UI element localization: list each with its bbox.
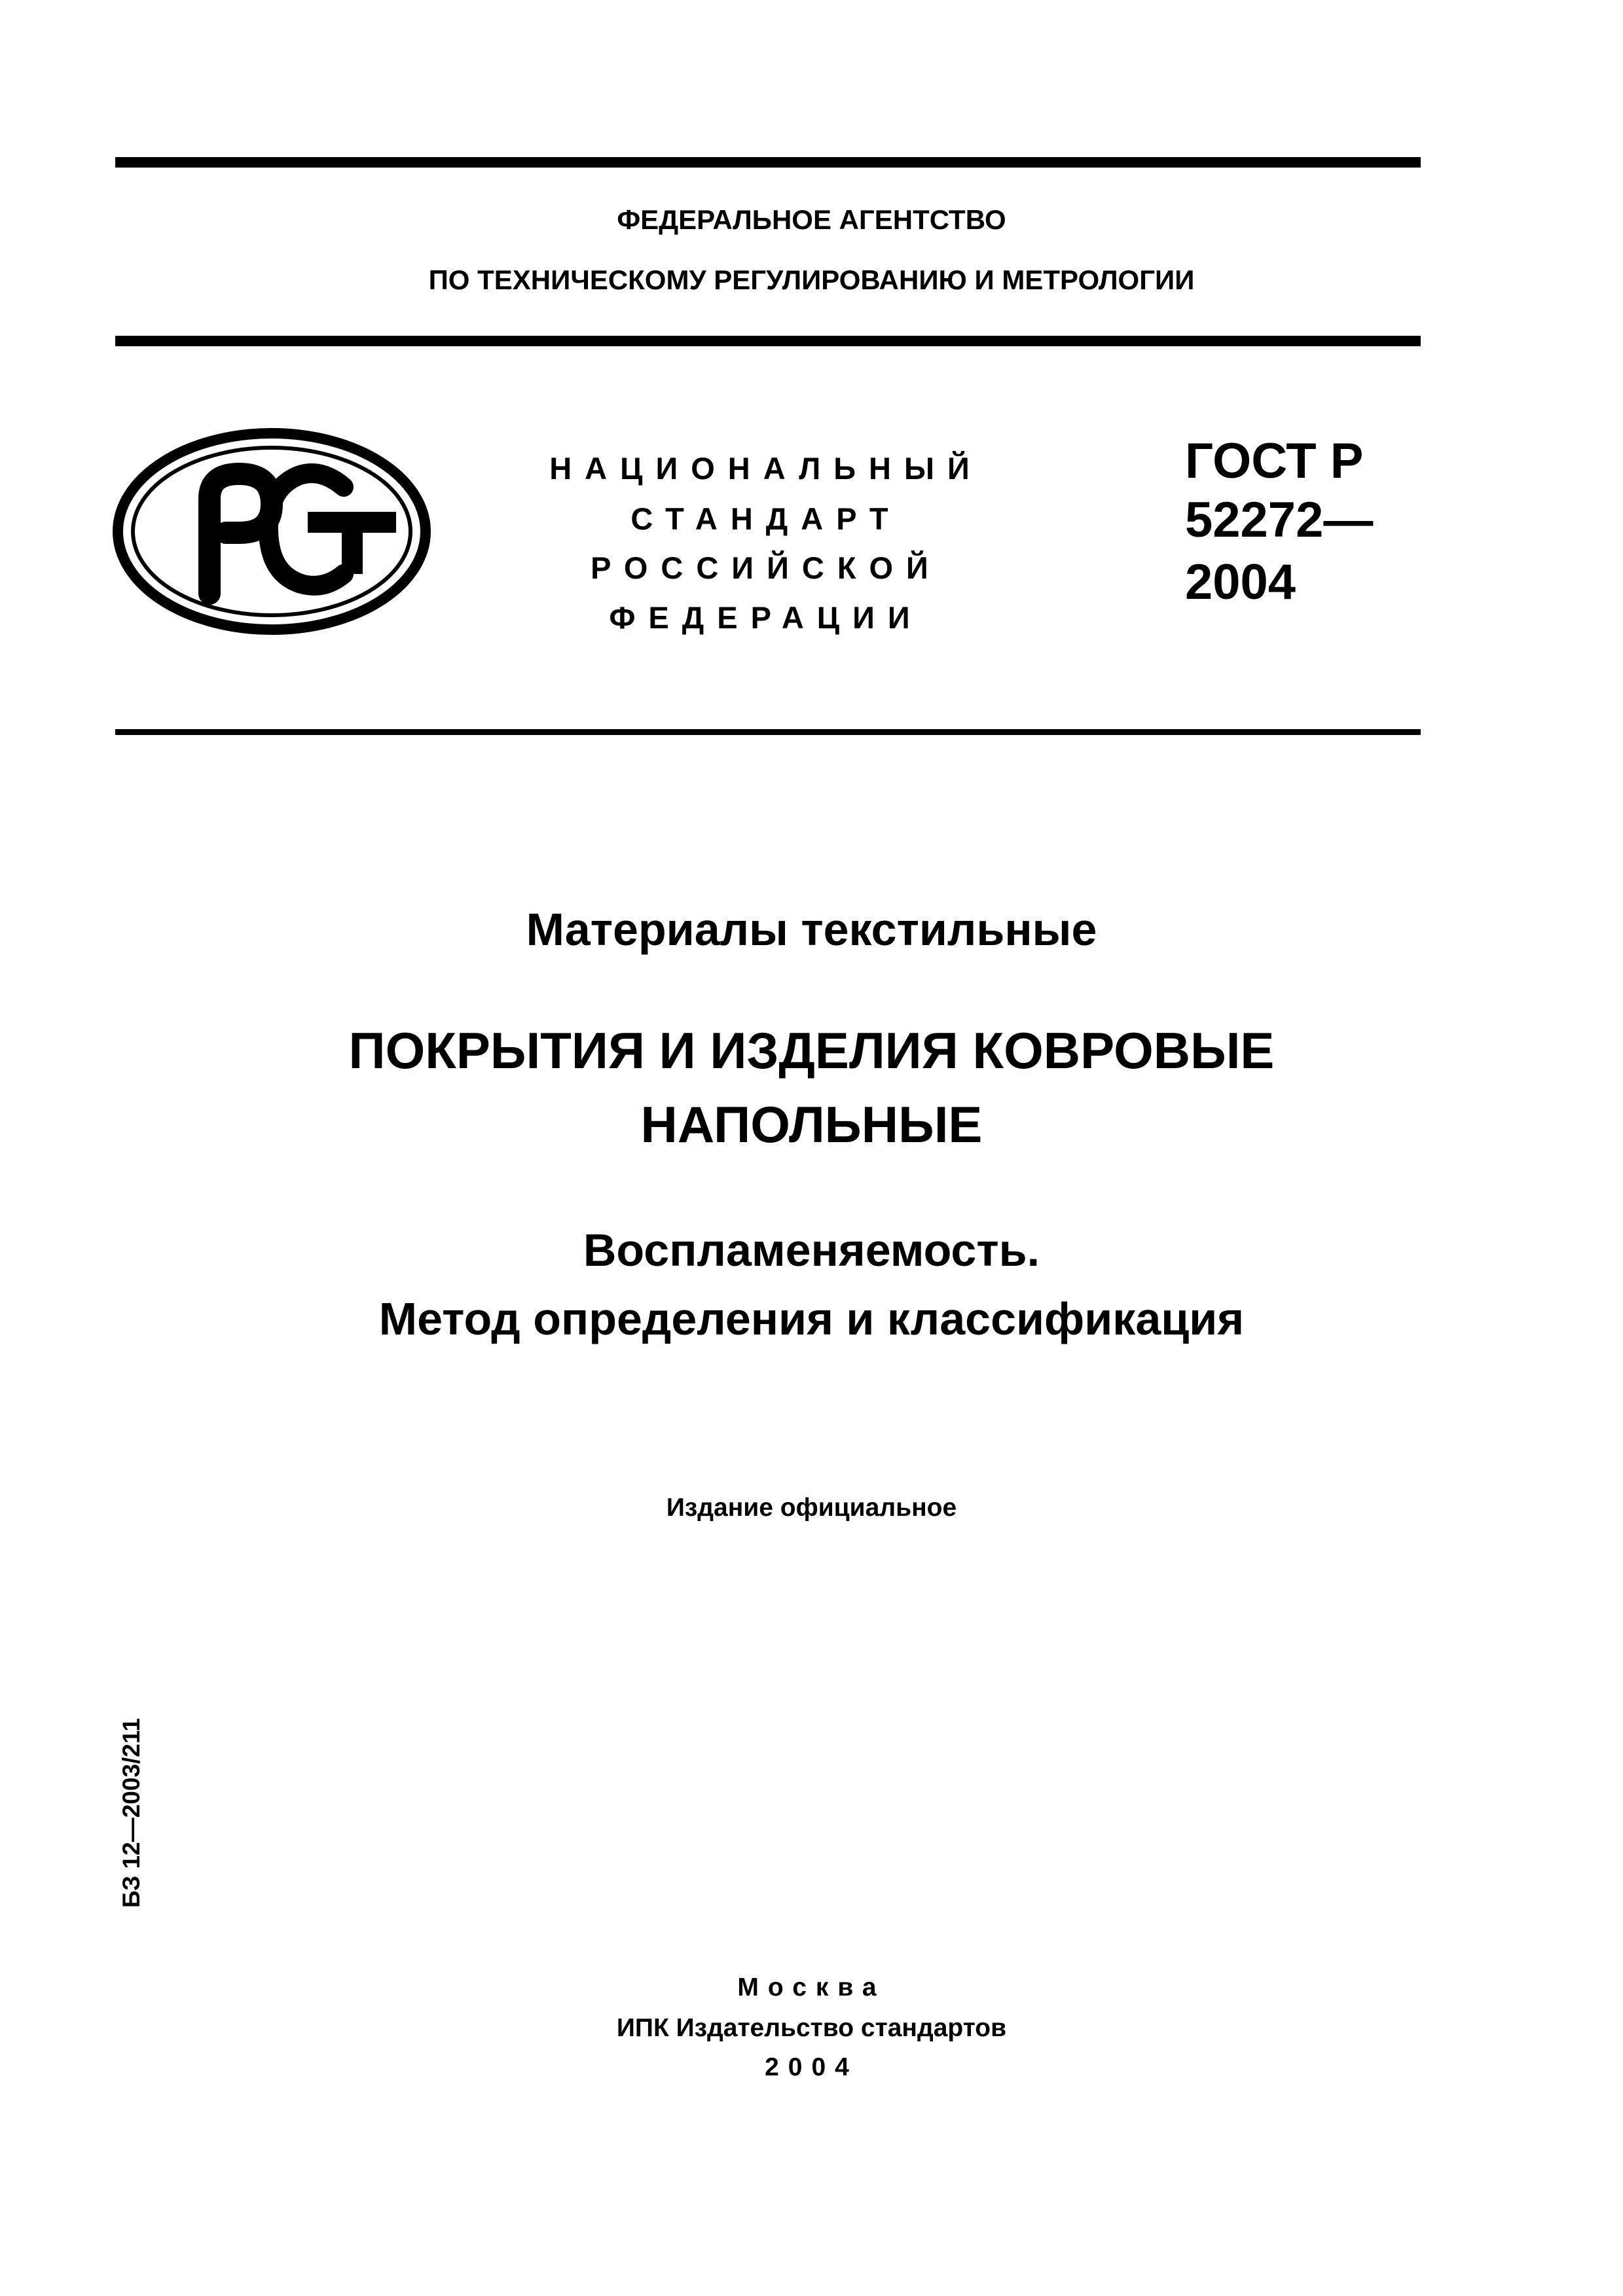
designation-line-4: ФЕДЕРАЦИИ bbox=[609, 600, 923, 635]
standard-number-line-3: 2004 bbox=[1185, 554, 1296, 610]
footer-year: 2004 bbox=[765, 2053, 858, 2081]
top-rule bbox=[115, 157, 1421, 168]
document-subject: Материалы текстильные bbox=[526, 904, 1097, 955]
designation-line-2: СТАНДАРТ bbox=[630, 501, 902, 536]
edition-label: Издание официальное bbox=[666, 1494, 957, 1522]
designation-line-3: РОССИЙСКОЙ bbox=[591, 550, 941, 585]
designation-rule bbox=[115, 729, 1421, 735]
designation-line-1: НАЦИОНАЛЬНЫЙ bbox=[549, 451, 983, 486]
agency-name-line-1: ФЕДЕРАЛЬНОЕ АГЕНТСТВО bbox=[617, 204, 1006, 235]
document-subtitle-line-1: Воспламеняемость. bbox=[583, 1225, 1040, 1276]
header-rule bbox=[115, 336, 1421, 346]
footer-publisher: ИПК Издательство стандартов bbox=[616, 2014, 1007, 2042]
document-title-line-2: НАПОЛЬНЫЕ bbox=[640, 1096, 983, 1153]
document-title-line-1: ПОКРЫТИЯ И ИЗДЕЛИЯ КОВРОВЫЕ bbox=[348, 1022, 1275, 1079]
standard-number-line-2: 52272— bbox=[1185, 492, 1374, 548]
side-catalog-code: БЗ 12—2003/211 bbox=[118, 1717, 145, 1908]
agency-name-line-2: ПО ТЕХНИЧЕСКОМУ РЕГУЛИРОВАНИЮ И МЕТРОЛОГИИ bbox=[428, 264, 1195, 295]
footer-city: Москва bbox=[737, 1973, 886, 2001]
rst-logo-icon bbox=[111, 427, 432, 636]
standard-number-line-1: ГОСТ Р bbox=[1185, 433, 1364, 489]
document-subtitle-line-2: Метод определения и классификация bbox=[378, 1293, 1245, 1344]
